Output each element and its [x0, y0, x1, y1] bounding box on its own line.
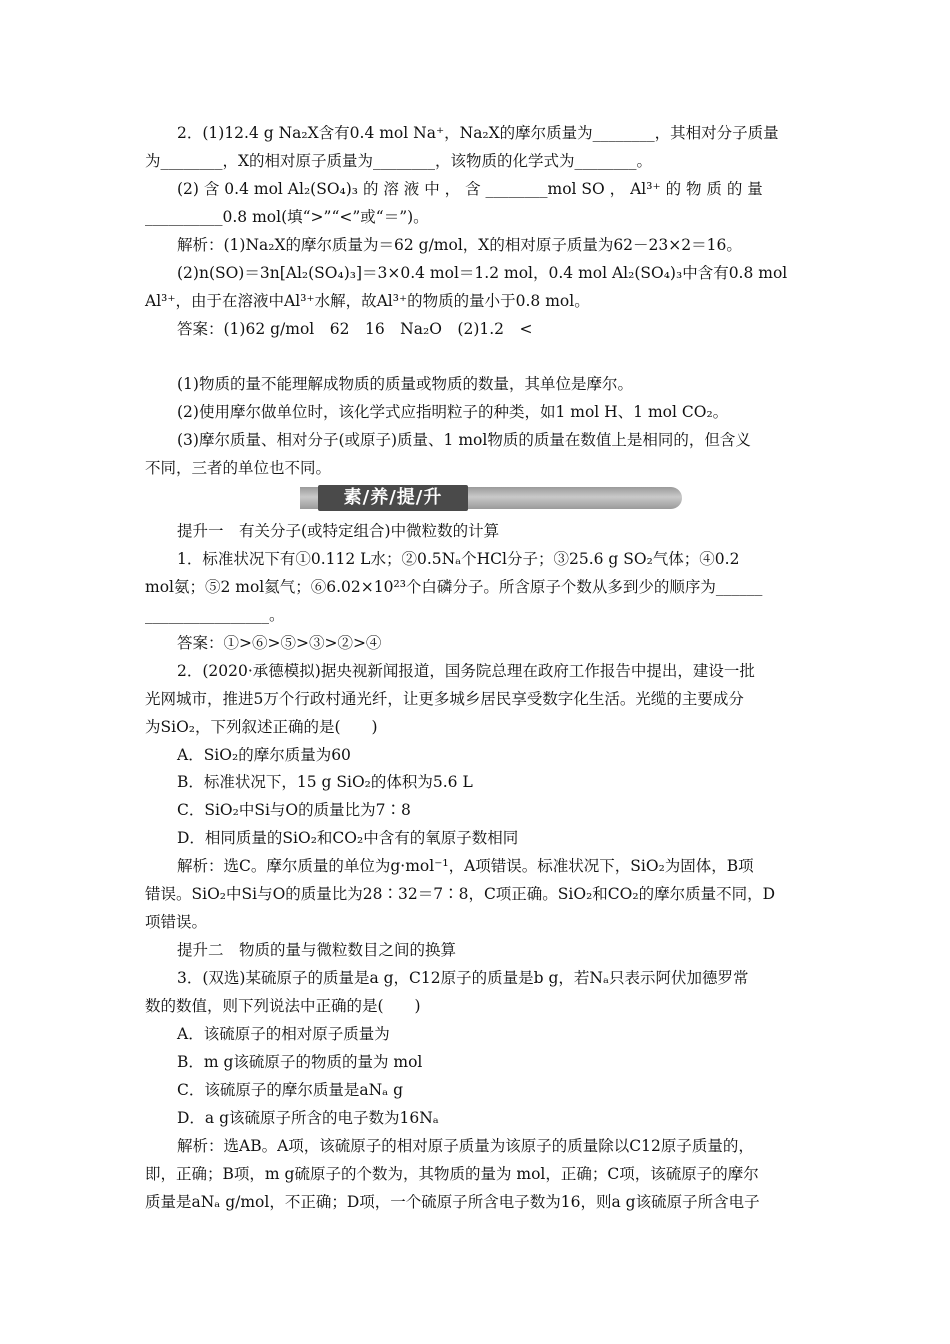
- text-line: 解析：选C。摩尔质量的单位为g·mol⁻¹，A项错误。标准状况下，SiO₂为固体，B项: [177, 857, 754, 875]
- text-line: Al³⁺，由于在溶液中Al³⁺水解，故Al³⁺的物质的量小于0.8 mol。: [145, 292, 590, 310]
- text-line: A．该硫原子的相对原子质量为: [177, 1025, 390, 1043]
- text-line: A．SiO₂的摩尔质量为60: [177, 746, 351, 764]
- text-line: 解析：选AB。A项，该硫原子的相对原子质量为该原子的质量除以C12原子质量的，: [177, 1137, 754, 1155]
- text-line: 为________，X的相对原子质量为________，该物质的化学式为________。: [145, 152, 653, 170]
- text-line: 答案：(1)62 g/mol 62 16 Na₂O (2)1.2 <: [177, 320, 533, 338]
- text-line: mol氨；⑤2 mol氦气；⑥6.02×10²³个白磷分子。所含原子个数从多到少的顺序为______: [145, 578, 763, 596]
- text-line: 错误。SiO₂中Si与O的质量比为28∶32＝7∶8，C项正确。SiO₂和CO₂的摩尔质量不同，D: [145, 885, 776, 903]
- text-line: 提升一 有关分子(或特定组合)中微粒数的计算: [177, 522, 500, 540]
- text-line: 2．(1)12.4 g Na₂X含有0.4 mol Na⁺，Na₂X的摩尔质量为________，其相对分子质量: [177, 124, 779, 142]
- text-line: C．该硫原子的摩尔质量是aNₐ g: [177, 1081, 403, 1099]
- text-line: (2)n(SO)＝3n[Al₂(SO₄)₃]＝3×0.4 mol＝1.2 mol，0.4 mol Al₂(SO₄)₃中含有0.8 mol: [177, 264, 788, 282]
- text-line: 质量是aNₐ g/mol，不正确；D项，一个硫原子所含电子数为16，则a g该硫原子所含电子: [145, 1193, 760, 1211]
- text-line: 解析：(1)Na₂X的摩尔质量为＝62 g/mol，X的相对原子质量为62－23×2＝16。: [177, 236, 742, 254]
- text-line: 答案：①>⑥>⑤>③>②>④: [177, 634, 382, 652]
- text-line: 2．(2020·承德模拟)据央视新闻报道，国务院总理在政府工作报告中提出，建设一批: [177, 662, 755, 680]
- text-line: 提升二 物质的量与微粒数目之间的换算: [177, 941, 457, 959]
- text-line: D．相同质量的SiO₂和CO₂中含有的氧原子数相同: [177, 829, 519, 847]
- text-line: 为SiO₂，下列叙述正确的是( ): [145, 718, 378, 736]
- text-line: 不同，三者的单位也不同。: [145, 459, 332, 477]
- text-line: 1．标准状况下有①0.112 L水；②0.5Nₐ个HCl分子；③25.6 g SO₂气体；④0.2: [177, 550, 740, 568]
- text-line: __________0.8 mol(填“>”“<”或“＝”)。: [145, 208, 429, 226]
- text-line: D．a g该硫原子所含的电子数为16Nₐ: [177, 1109, 439, 1127]
- text-line: 即，正确；B项，m g硫原子的个数为，其物质的量为 mol，正确；C项，该硫原子的摩尔: [145, 1165, 759, 1183]
- text-line: (2) 含 0.4 mol Al₂(SO₄)₃ 的 溶 液 中 ， 含 ________mol SO ， Al³⁺ 的 物 质 的 量: [177, 180, 763, 198]
- text-line: 项错误。: [145, 913, 208, 931]
- text-line: ________________。: [145, 606, 285, 624]
- text-line: 光网城市，推进5万个行政村通光纤，让更多城乡居民享受数字化生活。光缆的主要成分: [145, 690, 744, 708]
- text-line: C．SiO₂中Si与O的质量比为7∶8: [177, 801, 411, 819]
- text-line: B．m g该硫原子的物质的量为 mol: [177, 1053, 423, 1071]
- text-line: 数的数值，则下列说法中正确的是( ): [145, 997, 421, 1015]
- text-line: (2)使用摩尔做单位时，该化学式应指明粒子的种类，如1 mol H、1 mol CO₂。: [177, 403, 729, 421]
- text-line: 3．(双选)某硫原子的质量是a g，C12原子的质量是b g，若Nₐ只表示阿伏加德罗常: [177, 969, 749, 987]
- text-line: (3)摩尔质量、相对分子(或原子)质量、1 mol物质的质量在数值上是相同的，但含义: [177, 431, 751, 449]
- text-line: B．标准状况下，15 g SiO₂的体积为5.6 L: [177, 773, 473, 791]
- section-banner-title: 素/养/提/升: [343, 487, 443, 508]
- text-line: (1)物质的量不能理解成物质的质量或物质的数量，其单位是摩尔。: [177, 375, 633, 393]
